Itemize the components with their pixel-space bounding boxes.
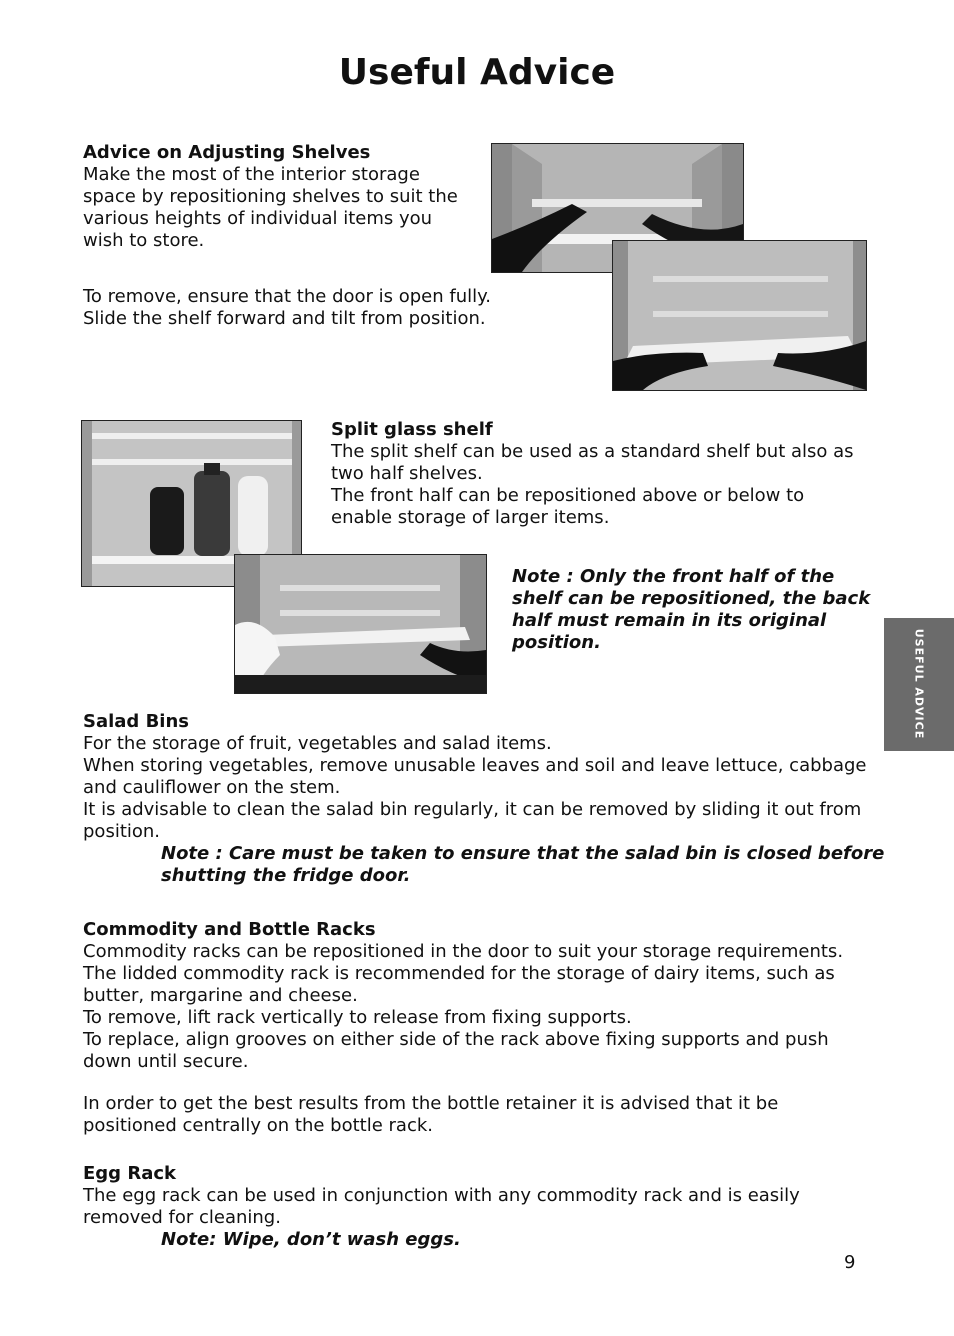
salad-heading: Salad Bins — [83, 711, 189, 732]
shelves-text-1: Make the most of the interior storage — [83, 164, 420, 185]
salad-note-2: shutting the fridge door. — [161, 865, 411, 886]
split-text-4: enable storage of larger items. — [331, 507, 610, 528]
salad-text-5: position. — [83, 821, 161, 842]
egg-section — [83, 1163, 800, 1251]
commodity-text-8: positioned centrally on the bottle rack. — [83, 1115, 433, 1136]
egg-heading: Egg Rack — [83, 1163, 176, 1184]
commodity-text-2: The lidded commodity rack is recommended for the storage of dairy items, such as — [83, 963, 835, 984]
commodity-heading: Commodity and Bottle Racks — [83, 919, 376, 940]
bottle-retainer-section — [83, 1093, 778, 1137]
split-note-4: position. — [512, 632, 601, 653]
commodity-text-5: To replace, align grooves on either side of the rack above fixing supports and push — [83, 1029, 829, 1050]
salad-text-2: When storing vegetables, remove unusable leaves and soil and leave lettuce, cabbage — [83, 755, 867, 776]
commodity-text-1: Commodity racks can be repositioned in the door to suit your storage requirements. — [83, 941, 844, 962]
commodity-text-6: down until secure. — [83, 1051, 249, 1072]
shelves-text-3: various heights of individual items you — [83, 208, 433, 229]
split-note-2: shelf can be repositioned, the back — [512, 588, 871, 609]
shelf-adjust-photo-2 — [612, 240, 867, 391]
split-note — [512, 566, 870, 654]
page-title: Useful Advice — [338, 52, 616, 93]
shelves-remove — [83, 286, 491, 330]
shelves-section — [83, 142, 458, 252]
shelves-heading: Advice on Adjusting Shelves — [83, 142, 371, 163]
split-heading: Split glass shelf — [331, 419, 493, 440]
split-shelf-photo-2 — [234, 554, 487, 694]
split-text-1: The split shelf can be used as a standard shelf but also as — [331, 441, 854, 462]
commodity-text-4: To remove, lift rack vertically to release from fixing supports. — [83, 1007, 632, 1028]
shelves-text-2: space by repositioning shelves to suit the — [83, 186, 458, 207]
shelves-remove-1: To remove, ensure that the door is open fully. — [83, 286, 491, 307]
page-number: 9 — [844, 1252, 856, 1273]
side-tab-label: USEFUL ADVICE — [912, 628, 926, 740]
egg-text-1: The egg rack can be used in conjunction with any commodity rack and is easily — [83, 1185, 800, 1206]
side-tab — [884, 618, 954, 751]
shelves-remove-2: Slide the shelf forward and tilt from position. — [83, 308, 486, 329]
egg-note: Note: Wipe, don’t wash eggs. — [161, 1229, 461, 1250]
salad-text-1: For the storage of fruit, vegetables and salad items. — [83, 733, 552, 754]
salad-text-3: and cauliflower on the stem. — [83, 777, 341, 798]
commodity-text-7: In order to get the best results from the bottle retainer it is advised that it be — [83, 1093, 779, 1114]
split-section — [331, 419, 854, 529]
egg-text-2: removed for cleaning. — [83, 1207, 281, 1228]
split-text-3: The front half can be repositioned above or below to — [331, 485, 805, 506]
salad-section — [83, 711, 884, 887]
split-note-1: Note : Only the front half of the — [512, 566, 835, 587]
salad-text-4: It is advisable to clean the salad bin regularly, it can be removed by sliding it out from — [83, 799, 862, 820]
commodity-text-3: butter, margarine and cheese. — [83, 985, 358, 1006]
commodity-section — [83, 919, 843, 1073]
salad-note-1: Note : Care must be taken to ensure that the salad bin is closed before — [161, 843, 885, 864]
split-note-3: half must remain in its original — [512, 610, 827, 631]
shelves-text-4: wish to store. — [83, 230, 205, 251]
split-text-2: two half shelves. — [331, 463, 483, 484]
